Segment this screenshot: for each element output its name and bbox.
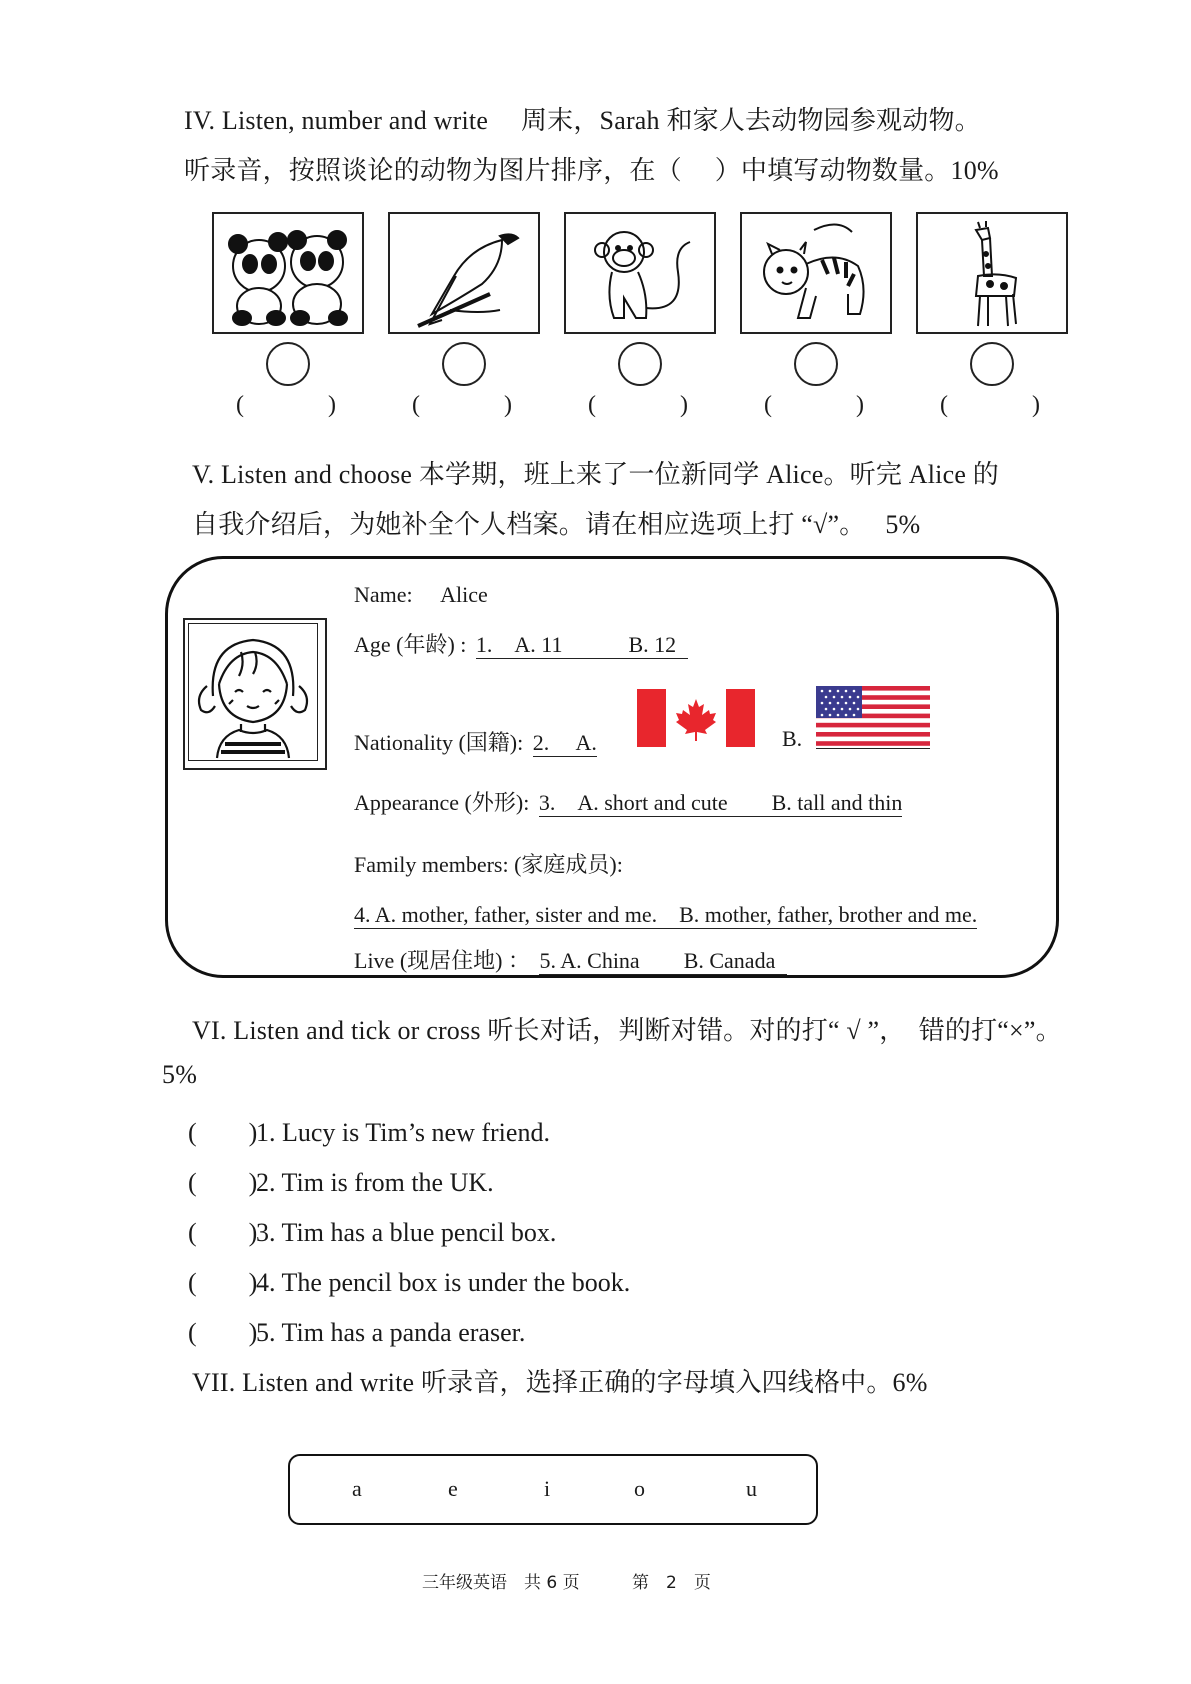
nationality-option-b[interactable]: B.	[782, 726, 803, 751]
vowel-a[interactable]: a	[352, 1476, 362, 1501]
vowel-box	[288, 1454, 818, 1525]
bird-icon	[390, 214, 538, 332]
monkey-icon	[566, 214, 714, 332]
usa-flag-icon[interactable]	[816, 686, 930, 749]
section4-instruction-line2: 听录音，按照谈论的动物为图片排序，在（ ）中填写动物数量。10%	[184, 156, 999, 185]
appearance-label: Appearance (外形):	[354, 790, 530, 815]
vowel-u[interactable]: u	[746, 1476, 757, 1501]
count-blank-5[interactable]: ( )	[940, 392, 1040, 418]
section6-instruction-line2: 5%	[162, 1060, 198, 1089]
profile-age-row	[354, 628, 688, 659]
section4-instruction-line1: IV. Listen, number and write 周末，Sarah 和家人去动物园参观动物。	[184, 106, 981, 135]
live-label: Live (现居住地) ：	[354, 948, 530, 973]
judge-blank[interactable]: ( )	[188, 1218, 258, 1247]
tiger-picture	[740, 212, 892, 334]
name-label: Name:	[354, 582, 413, 607]
count-blank-4[interactable]: ( )	[764, 392, 864, 418]
vowel-o[interactable]: o	[634, 1476, 645, 1501]
footer-page: 第 2 页	[632, 1573, 711, 1593]
profile-live-row	[354, 944, 787, 975]
judge-text: 5. Tim has a panda eraser.	[256, 1318, 526, 1347]
profile-family-label: Family members: (家庭成员):	[354, 852, 623, 877]
nationality-label: Nationality (国籍):	[354, 730, 524, 755]
tiger-icon	[742, 214, 890, 332]
profile-family-options	[354, 898, 977, 929]
section7-instruction-line1: VII. Listen and write 听录音，选择正确的字母填入四线格中。6%	[192, 1368, 928, 1397]
judge-item-3	[188, 1212, 556, 1249]
count-blank-3[interactable]: ( )	[588, 392, 688, 418]
girl-portrait	[183, 618, 327, 770]
judge-item-5	[188, 1312, 525, 1349]
appearance-options[interactable]: 3. A. short and cute B. tall and thin	[538, 790, 903, 815]
monkey-picture	[564, 212, 716, 334]
judge-text: 1. Lucy is Tim’s new friend.	[256, 1118, 550, 1147]
footer-course: 三年级英语 共 6 页	[422, 1573, 580, 1593]
judge-item-2	[188, 1162, 494, 1199]
profile-name-row	[354, 582, 488, 608]
giraffe-picture	[916, 212, 1068, 334]
answer-circle-3[interactable]	[618, 342, 662, 386]
judge-blank[interactable]: ( )	[188, 1118, 258, 1147]
judge-blank[interactable]: ( )	[188, 1168, 258, 1197]
count-blank-2[interactable]: ( )	[412, 392, 512, 418]
vowel-e[interactable]: e	[448, 1476, 458, 1501]
nationality-option-a[interactable]: 2. A.	[532, 730, 597, 755]
judge-text: 2. Tim is from the UK.	[256, 1168, 494, 1197]
panda-icon	[214, 214, 362, 332]
section5-instruction-line2: 自我介绍后，为她补全个人档案。请在相应选项上打 “√”。 5%	[192, 510, 921, 539]
answer-circle-1[interactable]	[266, 342, 310, 386]
section5-instruction-line1: V. Listen and choose 本学期，班上来了一位新同学 Alice。听完 Alice 的	[192, 460, 999, 489]
judge-item-4	[188, 1262, 630, 1299]
girl-face-icon	[189, 624, 317, 760]
answer-circle-4[interactable]	[794, 342, 838, 386]
profile-nationality-row	[354, 726, 597, 757]
canada-flag-icon[interactable]	[637, 689, 755, 747]
vowel-i[interactable]: i	[544, 1476, 551, 1501]
judge-text: 4. The pencil box is under the book.	[256, 1268, 631, 1297]
answer-circle-2[interactable]	[442, 342, 486, 386]
judge-item-1	[188, 1112, 550, 1149]
bird-picture	[388, 212, 540, 334]
age-label: Age (年龄) :	[354, 632, 467, 657]
panda-picture	[212, 212, 364, 334]
count-blank-1[interactable]: ( )	[236, 392, 336, 418]
profile-appearance-row	[354, 786, 902, 817]
age-options[interactable]: 1. A. 11 B. 12	[476, 632, 688, 659]
giraffe-icon	[918, 214, 1066, 332]
name-value: Alice	[440, 582, 488, 607]
judge-blank[interactable]: ( )	[188, 1268, 258, 1297]
live-options[interactable]: 5. A. China B. Canada	[539, 948, 787, 975]
section6-instruction-line1: VI. Listen and tick or cross 听长对话，判断对错。对的打“ √ ”， 错的打“×”。	[192, 1016, 1062, 1045]
judge-blank[interactable]: ( )	[188, 1318, 258, 1347]
family-options[interactable]: 4. A. mother, father, sister and me. B. mother, father, brother and me.	[354, 902, 978, 927]
answer-circle-5[interactable]	[970, 342, 1014, 386]
judge-text: 3. Tim has a blue pencil box.	[256, 1218, 557, 1247]
